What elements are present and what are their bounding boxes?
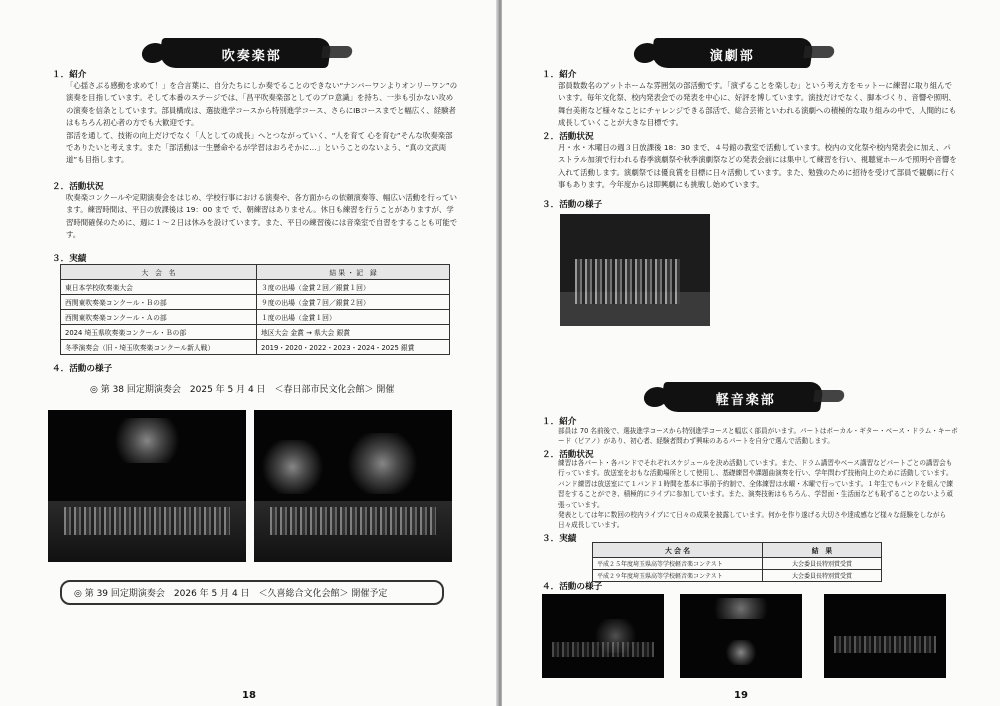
table-cell: 東日本学校吹奏楽大会 bbox=[61, 280, 257, 295]
band-intro-text: 部員は 70 名前後で、選抜進学コースから特別進学コースと幅広く部員がいます。パートはボーカル・ギター・ベース・ドラム・キーボード（ピアノ）があり、初心者、経験者問わず興味のあるパートを自分で選んで活動します。 bbox=[558, 427, 958, 446]
concert-2025: ◎ 第 38 回定期演奏会 2025 年 5 月 4 日 ＜春日部市民文化会館＞ 開催 bbox=[90, 385, 395, 395]
table-row bbox=[593, 558, 882, 570]
band-activity-text: 練習は各パート・各バンドでそれぞれスケジュールを決め活動しています。また、ドラム講習やベース講習などパートごとの講習会も行っています。放送室をおもな活動場所として使用し、基礎練習や課題曲演奏を行い、学年問わず技術向上のために活動しています。 バンド練習は放送室にて１バンド１時間を基本に事前予約制で、全体練習は水曜・木曜で行っています。１年生でもバンドを組んで練習をすることができ、積極的にライブに参加しています。また、演奏技術はもちろん、学習面・生活面なども恥ずることのないよう頑張っています。 発表としては年に数回の校内ライブにて日々の成果を披露しています。何かを作り遂げる大切さや達成感など様々な経験をしながら日々成長しています。 bbox=[558, 459, 953, 530]
band-photo-1 bbox=[542, 594, 664, 678]
column-header: 結 果 ・ 記 録 bbox=[257, 265, 450, 280]
page-number: 19 bbox=[734, 690, 748, 701]
table-row bbox=[593, 570, 882, 582]
table-cell: 地区大会 金賞 → 県大会 銀賞 bbox=[257, 325, 450, 340]
column-header: 結 果 bbox=[763, 543, 882, 558]
column-header: 大 会 名 bbox=[61, 265, 257, 280]
table-cell: １度の出場（金賞１回） bbox=[257, 310, 450, 325]
section-heading: １．紹介 bbox=[542, 70, 577, 80]
drama-activity-text: 月・水・木曜日の週３日放課後 18：30 まで、４号館の教室で活動しています。校内の文化祭や校内発表会に加え、パストラル加須で行われる春季演劇祭や秋季演劇祭などの発表会前には集中して練習を行い、視聴覚ホールで照明や音響を入れて活動します。演劇祭では優良賞を目標に日々活動しています。また、勉強のために招待を受けて部員で観劇に行く事もあります。今年度からは即興劇にも挑戦し始めています。 bbox=[558, 143, 957, 190]
section-heading: １．紹介 bbox=[52, 70, 87, 80]
band-photo-3 bbox=[824, 594, 946, 678]
table-cell: 2019・2020・2022・2023・2024・2025 銀賞 bbox=[257, 340, 450, 355]
brush-banner bbox=[158, 38, 332, 68]
table-row bbox=[61, 280, 450, 295]
section-heading: ２．活動状況 bbox=[542, 132, 594, 142]
table-header-row bbox=[593, 543, 882, 558]
table-cell: 平成２５年度埼玉県高等学校軽音楽コンテスト bbox=[593, 558, 763, 570]
table-cell: 大会委員長特別賞受賞 bbox=[763, 570, 882, 582]
table-row bbox=[61, 295, 450, 310]
banner-light-music: 軽音楽部 bbox=[715, 393, 776, 408]
page-18 bbox=[0, 0, 498, 706]
brush-banner bbox=[660, 382, 824, 412]
activity-text: 吹奏楽コンクールや定期演奏会をはじめ、学校行事における演奏や、各方面からの依頼演奏等、幅広い活動を行っています。練習時間は、平日の放課後は 19：00 まで で、朝練習はありません。休日も練習を行うことがありますが、学習時間確保のために、週に１〜２日は休みを設けています。また、平日の練習後には音楽室で自習をすることも可能です。 bbox=[66, 193, 458, 240]
band-results-table bbox=[592, 542, 882, 582]
section-heading: ４．活動の様子 bbox=[542, 582, 603, 592]
table-row bbox=[61, 310, 450, 325]
section-heading: １．紹介 bbox=[542, 417, 577, 427]
intro-text: 「心揺さぶる感動を求めて！」を合言葉に、自分たちにしか奏でることのできない“ナンバーワンよりオンリーワン”の演奏を目指しています。そして本番のステージでは、「昌平吹奏楽部としてのプロ意識」を持ち、一歩も引かない攻めの演奏を信条としています。部員構成は、選抜進学コースから特別進学コース、さらにIBコースまでと幅広く、経験者はもちろん初心者の方でも大歓迎です。 部活を通して、技術の向上だけでなく「人としての成長」へとつながっていく、“人を育て 心を育む”そんな吹奏楽部でありたいと考えます。また「部活動は一生懸命やるが学習はおろそかに…」ということのないよう、“真の文武両道”も目指します。 bbox=[66, 81, 458, 165]
section-heading: ２．活動状況 bbox=[52, 182, 104, 192]
section-heading: ３．活動の様子 bbox=[542, 200, 603, 210]
results-table bbox=[60, 264, 450, 355]
section-heading: ２．活動状況 bbox=[542, 450, 594, 460]
page-number: 18 bbox=[242, 690, 256, 701]
concert-photo-2 bbox=[254, 410, 452, 562]
table-cell: 2024 埼玉県吹奏楽コンクール・Ｂの部 bbox=[61, 325, 257, 340]
column-header: 大 会 名 bbox=[593, 543, 763, 558]
concert-2026: ◎ 第 39 回定期演奏会 2026 年 5 月 4 日 ＜久喜総合文化会館＞ 開催予定 bbox=[60, 580, 444, 605]
band-photo-2 bbox=[680, 594, 802, 678]
table-row bbox=[61, 325, 450, 340]
banner-brass-band: 吹奏楽部 bbox=[221, 49, 282, 64]
drama-photo bbox=[560, 214, 710, 326]
table-cell: ９度の出場（金賞７回／銀賞２回） bbox=[257, 295, 450, 310]
table-cell: ３度の出場（金賞２回／銀賞１回） bbox=[257, 280, 450, 295]
drama-intro-text: 部員数数名のアットホームな雰囲気の部活動です。「演ずることを楽しむ」という考え方をモットーに練習に取り組んでいます。毎年文化祭、校内発表会での発表を中心に、好評を博しています。演技だけでなく、脚本づくり、音響や照明、舞台美術など様々なことにチャレンジできる部活で、総合芸術といわれる演劇への積極的な取り組みの中で、人間的にも成長していくことが大きな目標です。 bbox=[558, 81, 957, 128]
section-heading: ３．実績 bbox=[52, 254, 87, 264]
table-cell: 平成２９年度埼玉県高等学校軽音楽コンテスト bbox=[593, 570, 763, 582]
concert-photo-1 bbox=[48, 410, 246, 562]
banner-drama-club: 演劇部 bbox=[709, 49, 755, 64]
table-header-row bbox=[61, 265, 450, 280]
section-heading: ３．実績 bbox=[542, 534, 577, 544]
table-row bbox=[61, 340, 450, 355]
table-cell: 西関東吹奏楽コンクール・Ｂの部 bbox=[61, 295, 257, 310]
page-19 bbox=[502, 0, 1000, 706]
table-cell: 西関東吹奏楽コンクール・Ａの部 bbox=[61, 310, 257, 325]
section-heading: ４．活動の様子 bbox=[52, 364, 113, 374]
table-cell: 冬季演奏会（旧・埼玉吹奏楽コンクール新人戦） bbox=[61, 340, 257, 355]
brush-banner bbox=[650, 38, 814, 68]
table-cell: 大会委員長特別賞受賞 bbox=[763, 558, 882, 570]
